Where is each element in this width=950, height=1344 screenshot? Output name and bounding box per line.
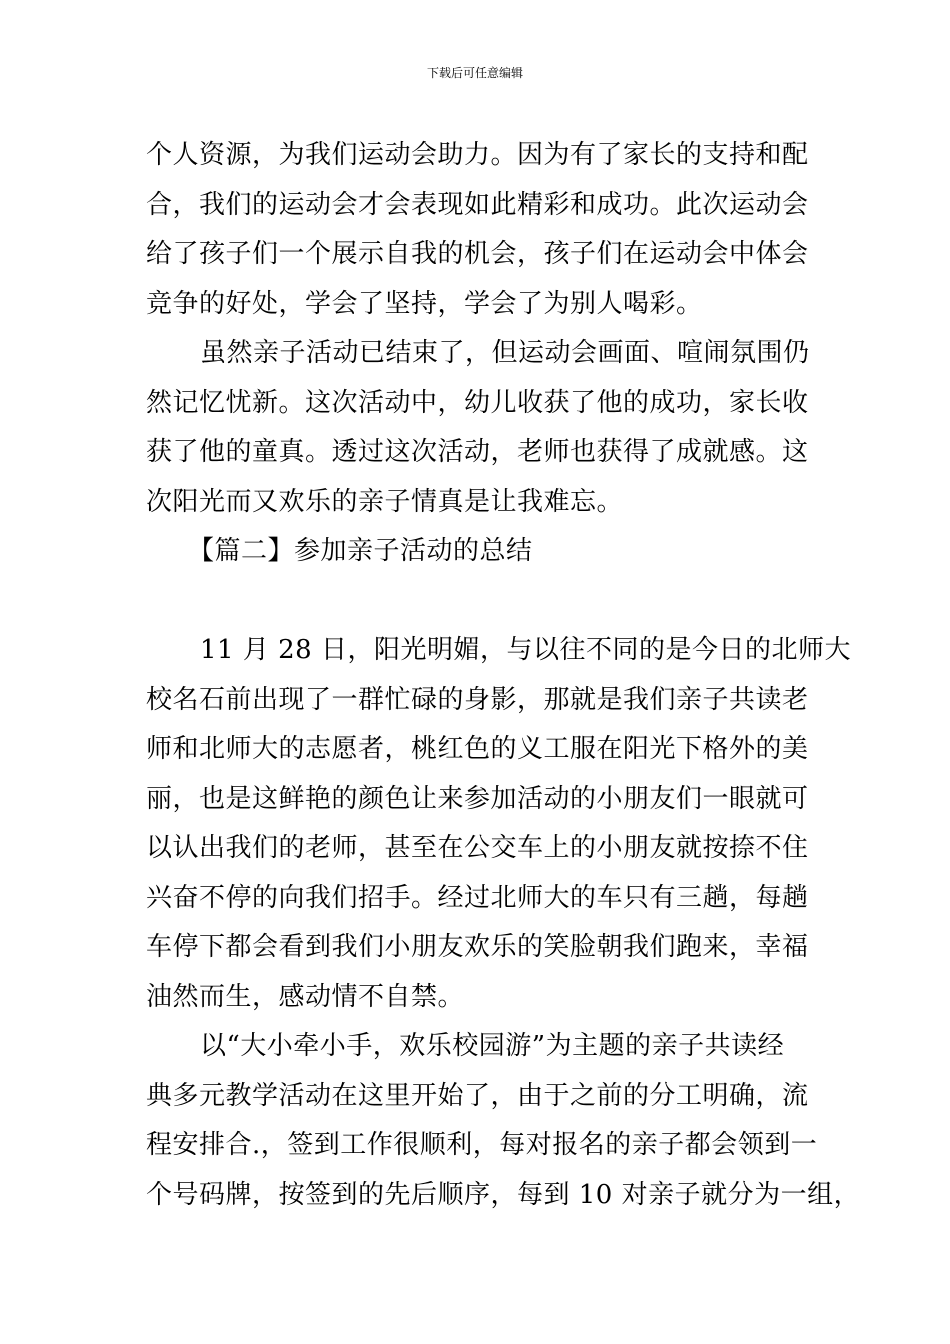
text-line: 给了孩子们一个展示自我的机会，孩子们在运动会中体会 [146, 239, 809, 269]
text-line: 虽然亲子活动已结束了，但运动会画面、喧闹氛围仍 [200, 338, 810, 368]
text-line: 以“大小牵小手，欢乐校园游”为主题的亲子共读经 [200, 1031, 785, 1061]
text-line: 个号码牌，按签到的先后顺序，每到 10 对亲子就分为一组， [146, 1179, 861, 1210]
text-line: 次阳光而又欢乐的亲子情真是让我难忘。 [146, 486, 624, 517]
blank-line [146, 577, 826, 627]
text-line: 典多元教学活动在这里开始了，由于之前的分工明确，流 [146, 1080, 809, 1111]
text-line: 师和北师大的志愿者，桃红色的义工服在阳光下格外的美 [146, 734, 809, 764]
text-line: 程安排合.，签到工作很顺利，每对报名的亲子都会领到一 [146, 1130, 818, 1160]
text-line: 竞争的好处，学会了坚持，学会了为别人喝彩。 [146, 288, 703, 319]
text-line: 车停下都会看到我们小朋友欢乐的笑脸朝我们跑来，幸福 [146, 932, 809, 962]
text-line: 兴奋不停的向我们招手。经过北师大的车只有三趟，每趟 [146, 882, 809, 913]
page-header-note: 下载后可任意编辑 [426, 66, 523, 80]
text-line: 丽，也是这鲜艳的颜色让来参加活动的小朋友们一眼就可 [146, 783, 809, 814]
text-line: 以认出我们的老师，甚至在公交车上的小朋友就按捺不住 [146, 833, 809, 863]
text-line: 校名石前出现了一群忙碌的身影，那就是我们亲子共读老 [146, 684, 809, 715]
text-line: 个人资源，为我们运动会助力。因为有了家长的支持和配 [146, 140, 809, 170]
text-line: 然记忆忧新。这次活动中，幼儿收获了他的成功，家长收 [146, 387, 809, 418]
text-line: 油然而生，感动情不自禁。 [146, 981, 465, 1012]
document-body [146, 131, 861, 1220]
section-heading: 【篇二】参加亲子活动的总结 [188, 536, 533, 566]
text-line: 获了他的童真。透过这次活动，老师也获得了成就感。这 [146, 437, 809, 467]
text-line: 11 月 28 日，阳光明媚，与以往不同的是今日的北师大 [200, 635, 851, 665]
text-line: 合，我们的运动会才会表现如此精彩和成功。此次运动会 [146, 189, 809, 220]
